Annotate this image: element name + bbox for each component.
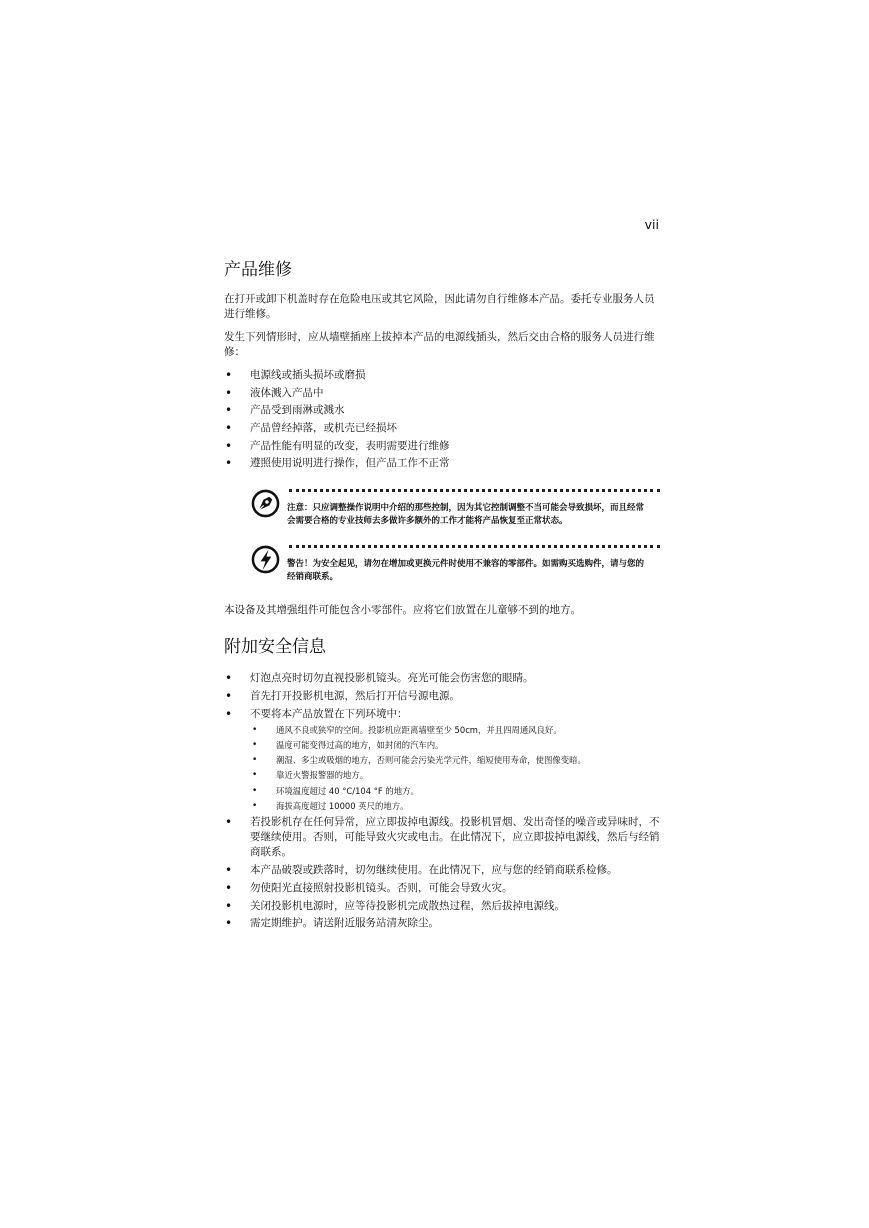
sub-list-item: • 海拔高度超过 10000 英尺的地方。 <box>250 800 660 813</box>
page-number: vii <box>644 217 659 232</box>
note-icon <box>251 489 280 518</box>
sub-list-item: • 环境温度超过 40 °C/104 °F 的地方。 <box>250 785 660 798</box>
safety-list <box>224 671 660 931</box>
maintenance-intro-paragraph: 在打开或卸下机盖时存在危险电压或其它风险，因此请勿自行维修本产品。委托专业服务人员进行维修。 <box>224 293 655 320</box>
note-divider <box>289 489 660 492</box>
sub-list-item: • 靠近火警报警器的地方。 <box>250 769 660 782</box>
maintenance-conditions-paragraph: 发生下列情形时，应从墙壁插座上拔掉本产品的电源线插头，然后交由合格的服务人员进行维修： <box>224 331 655 358</box>
note-callout <box>224 489 660 528</box>
warning-lightning-icon <box>251 545 280 574</box>
list-item: • 电源线或插头损坏或磨损 <box>224 368 660 383</box>
list-item: • 本产品破裂或跌落时，切勿继续使用。在此情况下，应与您的经销商联系检修。 <box>224 863 660 878</box>
list-item: • 首先打开投影机电源，然后打开信号源电源。 <box>224 689 660 704</box>
environment-sublist <box>250 724 660 813</box>
list-item: • 关闭投影机电源时，应等待投影机完成散热过程，然后拔掉电源线。 <box>224 899 660 914</box>
sub-list-item: • 温度可能变得过高的地方，如封闭的汽车内。 <box>250 739 660 752</box>
list-item: • 液体溅入产品中 <box>224 386 660 401</box>
list-item <box>224 707 660 813</box>
list-item: • 产品受到雨淋或溅水 <box>224 403 660 418</box>
list-item: • 产品曾经掉落，或机壳已经损坏 <box>224 421 660 436</box>
note-text: 注意：只应调整操作说明中介绍的那些控制，因为其它控制调整不当可能会导致损坏，而且经常会需要合格的专业技师去多做许多额外的工作才能将产品恢复至正常状态。 <box>287 503 645 527</box>
warning-callout <box>224 545 660 584</box>
sub-list-item: • 通风不良或狭窄的空间。投影机应距离墙壁至少 50cm，并且四周通风良好。 <box>250 724 660 737</box>
list-item: • 需定期维护。请送附近服务站清灰除尘。 <box>224 916 660 931</box>
warning-divider <box>289 545 660 548</box>
list-item: • 勿使阳光直接照射投影机镜头。否则，可能会导致火灾。 <box>224 881 660 896</box>
list-item: • 若投影机存在任何异常，应立即拔掉电源线。投影机冒烟、发出奇怪的噪音或异味时，不要继续使用。否则，可能导致火灾或电击。在此情况下，应立即拔掉电源线，然后与经销商联系。 <box>224 815 660 860</box>
list-item: • 产品性能有明显的改变，表明需要进行维修 <box>224 439 660 454</box>
small-parts-paragraph: 本设备及其增强组件可能包含小零部件。应将它们放置在儿童够不到的地方。 <box>224 604 581 617</box>
page-content <box>224 255 660 931</box>
list-item: • 灯泡点亮时切勿直视投影机镜头。亮光可能会伤害您的眼睛。 <box>224 671 660 686</box>
section-heading-maintenance: 产品维修 <box>224 260 292 280</box>
sub-list-item: • 潮湿、多尘或吸烟的地方，否则可能会污染光学元件，缩短使用寿命，使图像变暗。 <box>250 754 660 767</box>
list-item-text: 不要将本产品放置在下列环境中： <box>250 707 408 720</box>
section-heading-safety: 附加安全信息 <box>224 637 326 658</box>
maintenance-conditions-list <box>224 368 660 471</box>
list-item: • 遵照使用说明进行操作，但产品工作不正常 <box>224 456 660 471</box>
warning-text: 警告！为安全起见，请勿在增加或更换元件时使用不兼容的零部件。如需购买选购件，请与您的经销商联系。 <box>287 559 645 583</box>
